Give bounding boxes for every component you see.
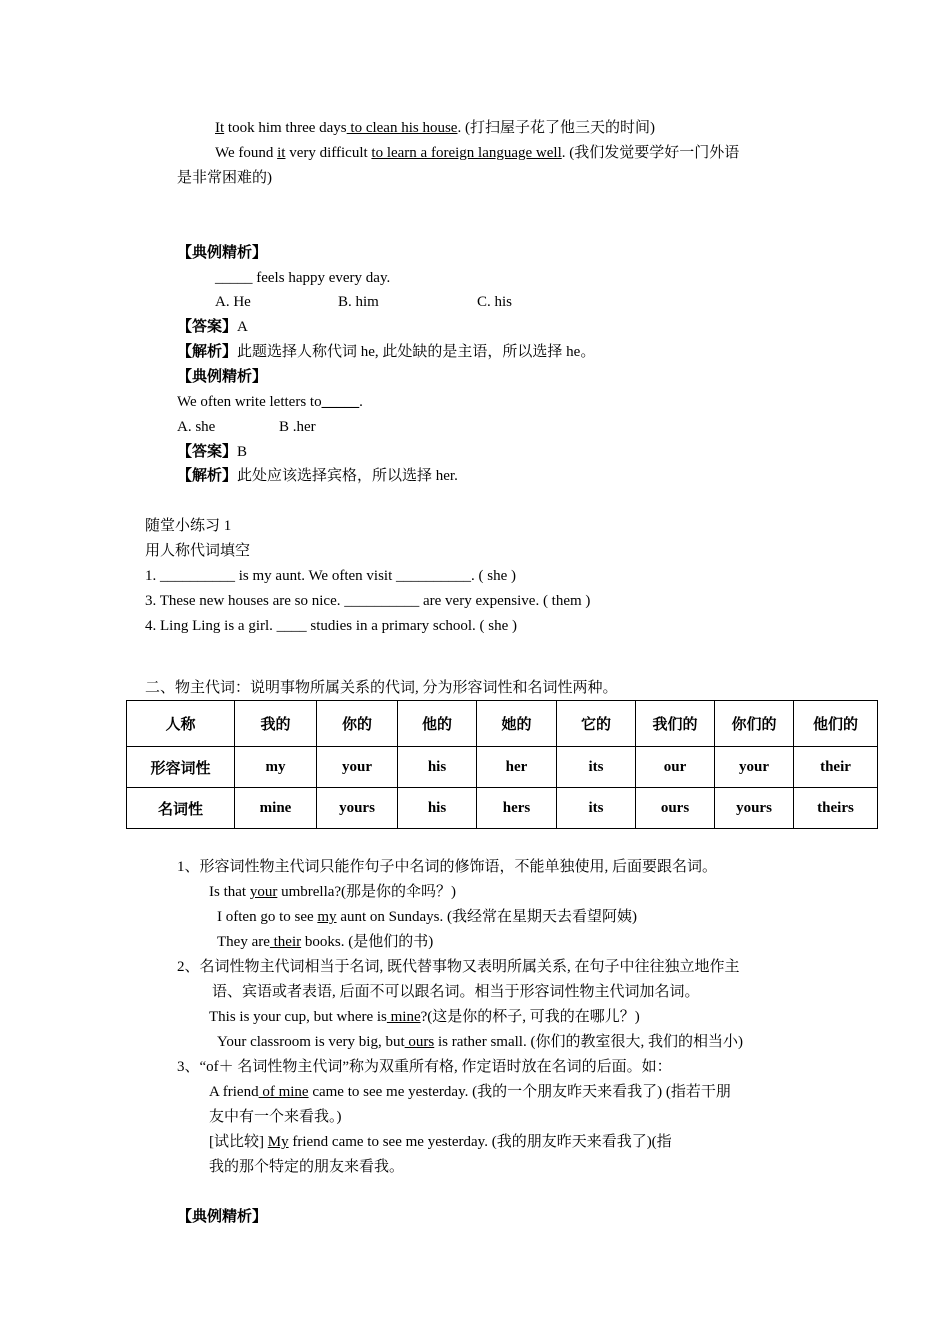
table-cell: your bbox=[317, 747, 398, 788]
example-question: We often write letters to_____. bbox=[177, 394, 363, 410]
table-cell: your bbox=[715, 747, 794, 788]
table-cell: theirs bbox=[794, 788, 878, 829]
rule-3: 3、“of＋ 名词性物主代词”称为双重所有格, 作定语时放在名词的后面。如： bbox=[177, 1059, 672, 1075]
option-b: B. him bbox=[338, 294, 379, 310]
answer-line: 【答案】B bbox=[177, 444, 248, 460]
answer-blank: _____ bbox=[321, 394, 360, 410]
table-cell: hers bbox=[477, 788, 557, 829]
intro-line-3: 是非常困难的) bbox=[177, 170, 272, 186]
table-cell: mine bbox=[235, 788, 317, 829]
option-a: A. He bbox=[215, 294, 251, 310]
example-title: 【典例精析】 bbox=[177, 1209, 268, 1225]
rule-1-example: Is that your umbrella?(那是你的伞吗？) bbox=[209, 884, 457, 900]
section-heading: 二、物主代词：说明事物所属关系的代词, 分为形容词性和名词性两种。 bbox=[145, 680, 618, 696]
table-row bbox=[127, 747, 878, 788]
practice-instruction: 用人称代词填空 bbox=[145, 543, 251, 559]
table-cell: 你们的 bbox=[715, 701, 794, 747]
practice-item: 1. __________ is my aunt. We often visit __________. ( she ) bbox=[145, 568, 516, 584]
practice-title: 随堂小练习 1 bbox=[145, 518, 232, 534]
rule-2-cont: 语、宾语或者表语, 后面不可以跟名词。相当于形容词性物主代词加名词。 bbox=[212, 984, 700, 1000]
table-cell: 他们的 bbox=[794, 701, 878, 747]
rule-3-compare: [试比较] My friend came to see me yesterday. (我的朋友昨天来看我了)(指 bbox=[209, 1134, 672, 1150]
table-cell: 它的 bbox=[557, 701, 636, 747]
example-question: _____ feels happy every day. bbox=[215, 270, 391, 286]
table-cell: his bbox=[398, 788, 477, 829]
table-cell: her bbox=[477, 747, 557, 788]
table-cell: 人称 bbox=[127, 701, 235, 747]
table-cell: 你的 bbox=[317, 701, 398, 747]
rule-1-example: I often go to see my aunt on Sundays. (我经常在星期天去看望阿姨) bbox=[217, 909, 637, 925]
table-cell: his bbox=[398, 747, 477, 788]
table-cell: yours bbox=[317, 788, 398, 829]
table-cell: ours bbox=[636, 788, 715, 829]
table-cell: 他的 bbox=[398, 701, 477, 747]
practice-item: 3. These new houses are so nice. __________ are very expensive. ( them ) bbox=[145, 593, 591, 609]
option-b: B .her bbox=[279, 419, 316, 435]
analysis-line: 【解析】此题选择人称代词 he, 此处缺的是主语，所以选择 he。 bbox=[177, 344, 596, 360]
table-cell: its bbox=[557, 788, 636, 829]
rule-2: 2、名词性物主代词相当于名词, 既代替事物又表明所属关系, 在句子中往往独立地作主 bbox=[177, 959, 740, 975]
table-cell: yours bbox=[715, 788, 794, 829]
underlined-phrase: to learn a foreign language well bbox=[371, 145, 562, 161]
example-title: 【典例精析】 bbox=[177, 369, 268, 385]
table-cell: 她的 bbox=[477, 701, 557, 747]
practice-item: 4. Ling Ling is a girl. ____ studies in a primary school. ( she ) bbox=[145, 618, 518, 634]
intro-line-2: We found it very difficult to learn a foreign language well. (我们发觉要学好一门外语 bbox=[215, 145, 740, 161]
table-cell: its bbox=[557, 747, 636, 788]
intro-line-1: It took him three days to clean his house. (打扫屋子花了他三天的时间) bbox=[215, 120, 655, 136]
rule-1: 1、形容词性物主代词只能作句子中名词的修饰语，不能单独使用, 后面要跟名词。 bbox=[177, 859, 718, 875]
underlined-it: It bbox=[215, 120, 225, 136]
table-cell: 名词性 bbox=[127, 788, 235, 829]
underlined-it: it bbox=[277, 145, 286, 161]
table-cell: our bbox=[636, 747, 715, 788]
rule-3-example-cont: 友中有一个来看我。) bbox=[209, 1109, 342, 1125]
option-a: A. she bbox=[177, 419, 216, 435]
table-cell: 我们的 bbox=[636, 701, 715, 747]
rule-3-example: A friend of mine came to see me yesterday. (我的一个朋友昨天来看我了) (指若干朋 bbox=[209, 1084, 731, 1100]
table-row bbox=[127, 701, 878, 747]
option-c: C. his bbox=[477, 294, 513, 310]
table-cell: 形容词性 bbox=[127, 747, 235, 788]
rule-2-example: This is your cup, but where is mine?(这是你的杯子, 可我的在哪儿？) bbox=[209, 1009, 640, 1025]
underlined-phrase: to clean his house bbox=[346, 120, 458, 136]
answer-line: 【答案】A bbox=[177, 319, 248, 335]
table-row bbox=[127, 788, 878, 829]
rule-2-example: Your classroom is very big, but ours is rather small. (你们的教室很大, 我们的相当小) bbox=[217, 1034, 743, 1050]
table-cell: their bbox=[794, 747, 878, 788]
table-cell: 我的 bbox=[235, 701, 317, 747]
table-cell: my bbox=[235, 747, 317, 788]
rule-1-example: They are their books. (是他们的书) bbox=[217, 934, 434, 950]
rule-3-compare-cont: 我的那个特定的朋友来看我。 bbox=[209, 1159, 405, 1175]
example-title: 【典例精析】 bbox=[177, 245, 268, 261]
possessive-pronoun-table bbox=[126, 700, 878, 829]
analysis-line: 【解析】此处应该选择宾格，所以选择 her. bbox=[177, 468, 458, 484]
